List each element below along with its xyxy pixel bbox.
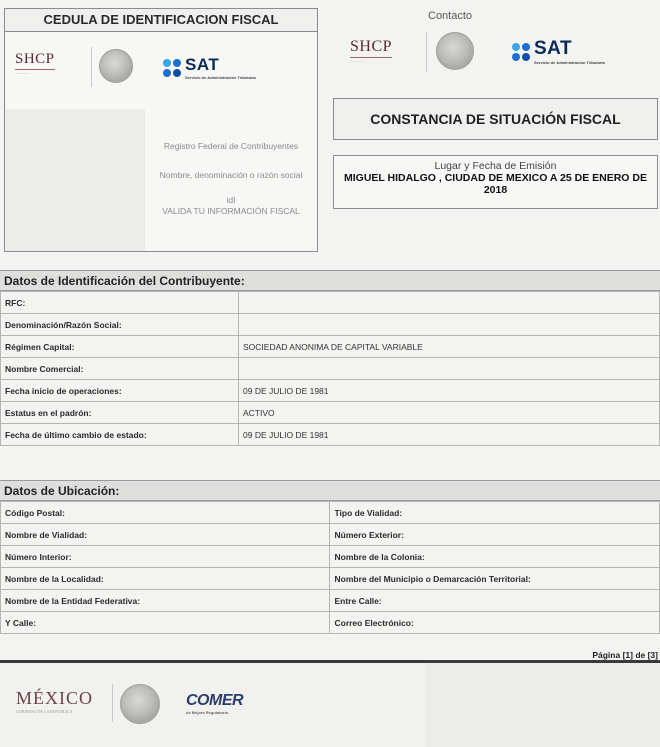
mexico-logo: MÉXICO GOBIERNO DE LA REPÚBLICA: [16, 688, 93, 714]
cedula-title: CEDULA DE IDENTIFICACION FISCAL: [5, 9, 317, 32]
cedula-logos: [5, 37, 317, 107]
table-row: Nombre de Vialidad: Número Exterior:: [1, 524, 660, 546]
national-seal-icon: [436, 32, 474, 70]
ubicacion-heading: Datos de Ubicación:: [0, 480, 660, 501]
table-row: Fecha inicio de operaciones: 09 DE JULIO DE 1981: [1, 380, 660, 402]
valida-caption: VALIDA TU INFORMACIÓN FISCAL: [162, 206, 300, 216]
table-row: Estatus en el padrón: ACTIVO: [1, 402, 660, 424]
table-row: Régimen Capital: SOCIEDAD ANONIMA DE CAPITAL VARIABLE: [1, 336, 660, 358]
rfc-caption: Registro Federal de Contribuyentes: [163, 141, 299, 151]
sat-dots-icon: [512, 43, 530, 61]
table-row: RFC:: [1, 292, 660, 314]
name-caption: Nombre, denominación o razón social: [159, 170, 303, 180]
cedula-photo-area: [5, 109, 145, 251]
cedula-fields: [145, 141, 317, 227]
sat-dots-icon: [163, 59, 181, 77]
table-row: Y Calle: Correo Electrónico:: [1, 612, 660, 634]
footer: [0, 663, 660, 747]
comer-logo: COMER de Mejora Regulatoria: [186, 692, 244, 715]
identificacion-table: [0, 291, 660, 446]
emission-value: MIGUEL HIDALGO , CIUDAD DE MEXICO A 25 DE ENERO DE 2018: [344, 172, 647, 196]
table-row: Fecha de último cambio de estado: 09 DE JULIO DE 1981: [1, 424, 660, 446]
table-row: Nombre de la Entidad Federativa: Entre Calle:: [1, 590, 660, 612]
document-title: CONSTANCIA DE SITUACIÓN FISCAL: [333, 98, 658, 140]
contacto-label: Contacto: [428, 10, 473, 22]
identificacion-heading: Datos de Identificación del Contribuyente:: [0, 270, 660, 291]
ubicacion-table: [0, 501, 660, 634]
table-row: Código Postal: Tipo de Vialidad:: [1, 502, 660, 524]
table-row: Número Interior: Nombre de la Colonia:: [1, 546, 660, 568]
sat-logo-header: SAT Servicio de Administración Tributaria: [512, 38, 605, 65]
table-row: Nombre Comercial:: [1, 358, 660, 380]
emission-label: Lugar y Fecha de Emisión: [434, 160, 557, 172]
cedula-card: [4, 8, 318, 252]
sat-logo: SAT Servicio de Administración Tributaria: [163, 55, 256, 80]
emission-box: [333, 155, 658, 209]
page-number: Página [1] de [3]: [592, 650, 658, 660]
table-row: Denominación/Razón Social:: [1, 314, 660, 336]
shcp-logo: SHCP —————: [15, 51, 55, 75]
idcif-caption: idI: [226, 195, 236, 205]
national-seal-icon: [99, 49, 133, 83]
shcp-logo-header: SHCP —————: [350, 38, 393, 63]
table-row: Nombre de la Localidad: Nombre del Municipio o Demarcación Territorial:: [1, 568, 660, 590]
national-seal-icon: [120, 684, 160, 724]
